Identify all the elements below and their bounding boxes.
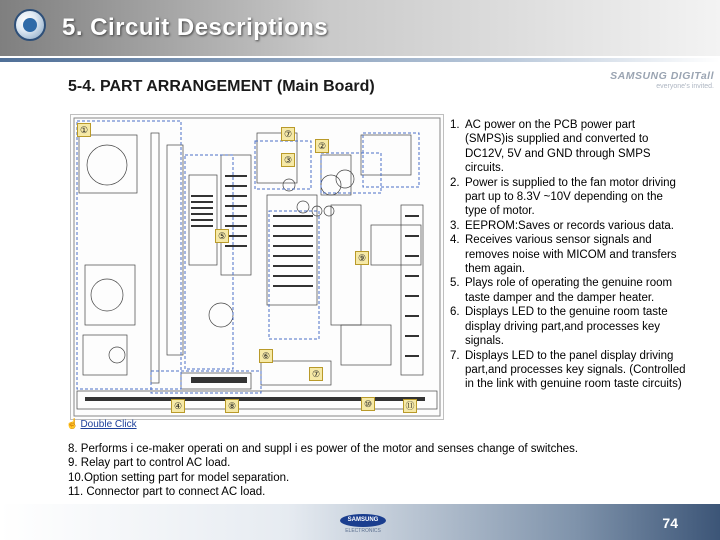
header-divider (0, 58, 720, 62)
marker-4: ④ (171, 399, 185, 413)
item-text: Plays role of operating the genuine room taste damper and the damper heater. (465, 277, 673, 304)
description-item (450, 219, 686, 233)
footer-logo-name: SAMSUNG (340, 514, 386, 527)
item-text: EEPROM:Saves or records various data. (465, 219, 674, 232)
footer-logo-sub: ELECTRONICS (345, 528, 381, 534)
item-text: AC power on the PCB power part (SMPS)is supplied and converted to DC12V, 5V and GND through SMPS circuits. (465, 119, 651, 175)
samsung-digitall-logo (606, 70, 714, 90)
description-line-11: 11. Connector part to connect AC load. (68, 486, 266, 499)
item-number: 4. (450, 234, 460, 247)
marker-5: ⑤ (215, 229, 229, 243)
description-item (450, 305, 686, 348)
marker-7-top: ⑦ (281, 127, 295, 141)
item-number: 7. (450, 349, 460, 362)
description-line-10: 10.Option setting part for model separation. (68, 471, 290, 484)
samsung-electronics-logo (324, 514, 402, 534)
description-line-8: 8. Performs i ce-maker operati on and suppl i es power of the motor and senses change of switches. (68, 443, 579, 455)
marker-2: ② (315, 139, 329, 153)
section-title: 5-4. PART ARRANGEMENT (Main Board) (68, 78, 375, 95)
description-list (450, 118, 686, 392)
marker-1: ① (77, 123, 91, 137)
description-item (450, 276, 686, 305)
item-number: 5. (450, 277, 460, 290)
logo-tagline: everyone's invited. (656, 83, 714, 90)
item-number: 6. (450, 306, 460, 319)
slide-title: 5. Circuit Descriptions (62, 14, 329, 41)
marker-7: ⑦ (309, 367, 323, 381)
item-number: 2. (450, 176, 460, 189)
bullet-circle-icon (14, 9, 46, 41)
item-number: 1. (450, 119, 460, 131)
marker-3: ③ (281, 153, 295, 167)
slide-header (0, 0, 720, 56)
hand-pointer-icon: ☝ (66, 419, 79, 430)
marker-10: ⑩ (361, 397, 375, 411)
description-item (450, 233, 686, 276)
marker-6: ⑥ (259, 349, 273, 363)
marker-8: ⑧ (225, 399, 239, 413)
double-click-label: Double Click (80, 419, 137, 430)
main-board-image (70, 114, 444, 420)
logo-name: SAMSUNG DIGITall (610, 70, 714, 82)
description-item (450, 118, 686, 176)
description-line-9: 9. Relay part to control AC load. (68, 457, 231, 470)
lower-description-list (68, 442, 708, 500)
item-text: Displays LED to the panel display driving part,and processes key signals. (Controlled in the link with genuine room taste circuits) (465, 349, 686, 391)
item-text: Displays LED to the genuine room taste display driving part,and processes key signals. (465, 306, 668, 348)
item-number: 3. (450, 219, 460, 232)
description-item (450, 349, 686, 392)
marker-9: ⑨ (355, 251, 369, 265)
double-click-link[interactable] (66, 419, 137, 430)
description-item (450, 176, 686, 219)
pcb-drawing (71, 115, 443, 419)
page-number: 74 (662, 515, 678, 531)
marker-11: ⑪ (403, 399, 417, 413)
item-text: Power is supplied to the fan motor driving part up to 8.3V ~10V depending on the type of motor. (465, 176, 676, 218)
item-text: Receives various sensor signals and removes noise with MICOM and transfers them again. (465, 234, 677, 276)
